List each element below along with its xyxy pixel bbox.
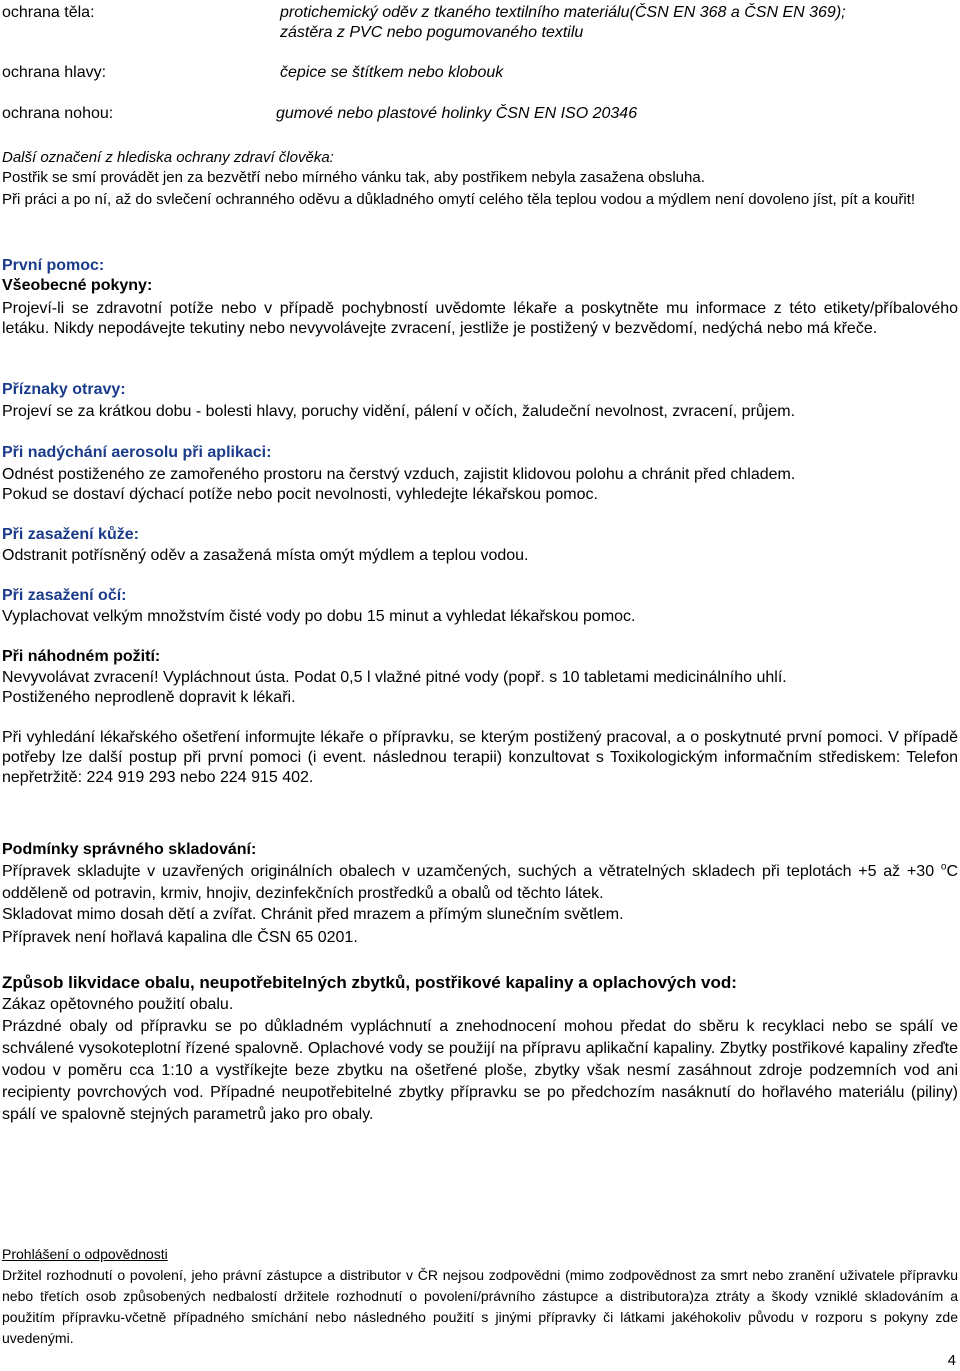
ppe-feet-value: gumové nebo plastové holinky ČSN EN ISO 20346: [276, 105, 638, 122]
disclaimer-heading: Prohlášení o odpovědnosti: [2, 1246, 168, 1262]
health-line-1: Postřik se smí provádět jen za bezvětří nebo mírného vánku tak, aby postřikem nebyla zasažena obsluha.: [2, 169, 705, 186]
inhalation-heading: Při nadýchání aerosolu při aplikaci:: [2, 444, 272, 461]
health-heading: Další označení z hlediska ochrany zdraví člověka:: [2, 149, 334, 166]
skin-contact-heading: Při zasažení kůže:: [2, 526, 139, 543]
inhalation-line-2: Pokud se dostaví dýchací potíže nebo pocit nevolnosti, vyhledejte lékařskou pomoc.: [2, 486, 598, 503]
ingestion-line-2: Postiženého neprodleně dopravit k lékaři.: [2, 689, 296, 706]
symptoms-heading: Příznaky otravy:: [2, 381, 126, 398]
disclaimer-text: Držitel rozhodnutí o povolení, jeho právní zástupce a distributor v ČR nejsou zodpovědni (mimo zodpovědnost za smrt nebo zranění uživatele přípravku nebo třetích osob způsobených nedbalostí držitele rozhodnutí o povolení/právního zástupce a distributora)za ztráty a škody vzniklé skladováním a použitím přípravku-včetně případného smíchání nebo následného použití s jinými přípravky či látkami jakéhokoliv původu v rozporu s pokyny zde uvedenými.: [2, 1267, 958, 1346]
storage-heading: Podmínky správného skladování:: [2, 841, 257, 858]
eye-contact-heading: Při zasažení očí:: [2, 587, 127, 604]
first-aid-heading: První pomoc:: [2, 257, 105, 274]
ppe-head-value: čepice se štítkem nebo klobouk: [280, 64, 504, 81]
ppe-head-label: ochrana hlavy:: [2, 64, 107, 81]
general-instructions-heading: Všeobecné pokyny:: [2, 277, 153, 294]
doctor-info-text: Při vyhledání lékařského ošetření informujte lékaře o přípravku, se kterým postižený pracoval, a o poskytnuté první pomoci. V případě potřeby lze další postup při první pomoci (i event. následnou terapii) konzultovat s Toxikologickým informačním střediskem: Telefon nepřetržitě: 224 919 293 nebo 224 915 402.: [2, 729, 958, 786]
storage-text-a: Přípravek skladujte v uzavřených originálních obalech v uzamčených, suchých a větratelných skladech při teplotách +5 až +30: [2, 863, 941, 880]
degree-sign: o: [940, 861, 947, 873]
ingestion-heading: Při náhodném požití:: [2, 648, 161, 665]
skin-contact-text: Odstranit potřísněný oděv a zasažená místa omýt mýdlem a teplou vodou.: [2, 547, 529, 564]
ingestion-line-1: Nevyvolávat zvracení! Vypláchnout ústa. Podat 0,5 l vlažné pitné vody (popř. s 10 tabletami medicinálního uhlí.: [2, 669, 787, 686]
ppe-body-label: ochrana těla:: [2, 4, 95, 21]
inhalation-line-1: Odnést postiženého ze zamořeného prostoru na čerstvý vzduch, zajistit klidovou polohu a chránit před chladem.: [2, 466, 796, 483]
eye-contact-text: Vyplachovat velkým množstvím čisté vody po dobu 15 minut a vyhledat lékařskou pomoc.: [2, 608, 636, 625]
disposal-ban: Zákaz opětovného použití obalu.: [2, 996, 234, 1013]
health-line-2: Při práci a po ní, až do svlečení ochranného oděvu a důkladného omytí celého těla teplou vodou a mýdlem není dovoleno jíst, pít a kouřit!: [2, 191, 916, 208]
ppe-body-value-1: protichemický oděv z tkaného textilního materiálu(ČSN EN 368 a ČSN EN 369);: [280, 4, 846, 21]
storage-text-3: Přípravek není hořlavá kapalina dle ČSN 65 0201.: [2, 929, 358, 946]
disposal-heading: Způsob likvidace obalu, neupotřebitelných zbytků, postřikové kapaliny a oplachových vod:: [2, 973, 737, 992]
storage-text-b: C odděleně od potravin, krmiv, hnojiv, dezinfekčních prostředků a obalů od těchto látek.: [2, 863, 958, 902]
disposal-text: Prázdné obaly od přípravku se po důkladném vypláchnutí a znehodnocení mohou předat do sběru k recyklaci nebo se spálí ve schválené vysokoteplotní řízené spalovně. Oplachové vody se použijí na přípravu aplikační kapaliny. Zbytky postřikové kapaliny zřeďte vodou v poměru cca 1:10 a vystříkejte beze zbytku na ošetřené ploše, zbytky však nesmí zasáhnout zdroje podzemních vod ani recipienty povrchových vod. Případné neupotřebitelné zbytky přípravku se po předchozím nasáknutí do hořlavého materiálu (piliny) spálí ve spalovně stejných parametrů jako pro obaly.: [2, 1018, 958, 1123]
ppe-feet-label: ochrana nohou:: [2, 105, 114, 122]
storage-text-1: [2, 861, 958, 905]
general-instructions-text: Projeví-li se zdravotní potíže nebo v případě pochybností uvědomte lékaře a poskytněte mu informace z této etikety/příbalového letáku. Nikdy nepodávejte tekutiny nebo nevyvolávejte zvracení, jestliže je postižený v bezvědomí, nedýchá nebo má křeče.: [2, 300, 958, 337]
storage-text-2: Skladovat mimo dosah dětí a zvířat. Chránit před mrazem a přímým slunečním světlem.: [2, 906, 624, 923]
symptoms-text: Projeví se za krátkou dobu - bolesti hlavy, poruchy vidění, pálení v očích, žaludeční nevolnost, zvracení, průjem.: [2, 403, 796, 420]
ppe-body-value-2: zástěra z PVC nebo pogumovaného textilu: [280, 24, 584, 41]
page-number: 4: [947, 1352, 956, 1369]
